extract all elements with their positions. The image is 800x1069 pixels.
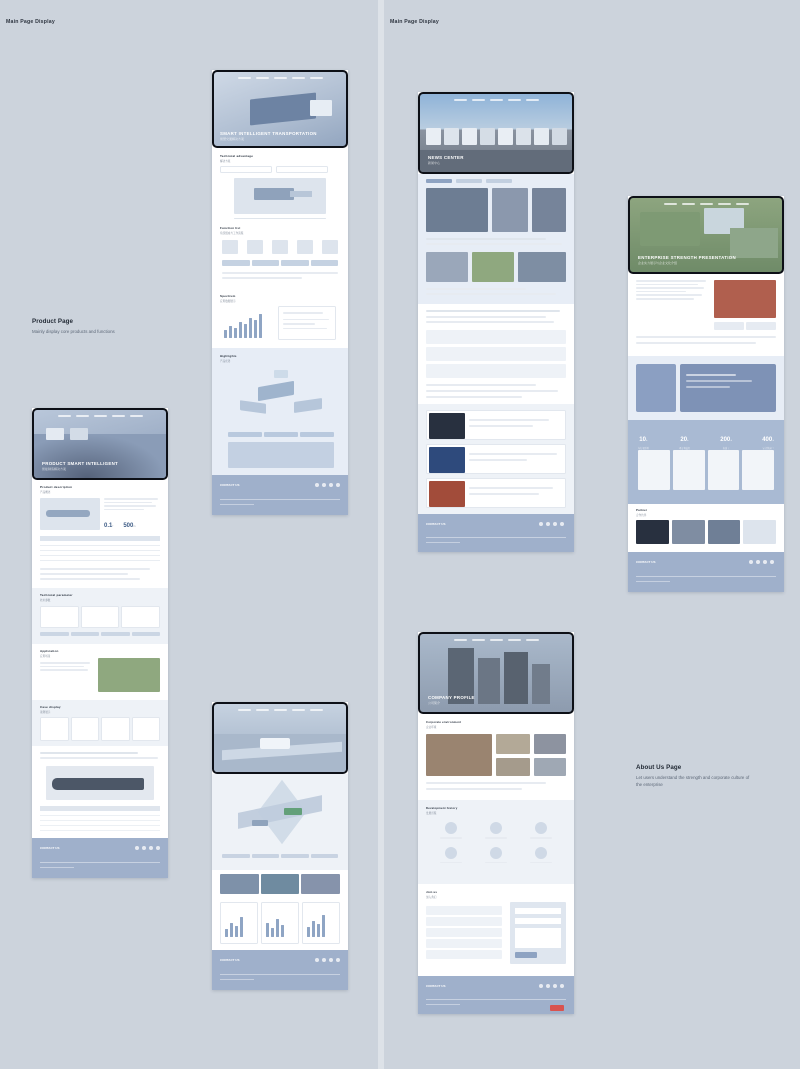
news-list-item[interactable] [426, 347, 566, 361]
section3-heading-en: Spectrum [220, 294, 236, 298]
prod-sec2-en: Technical parameter [40, 593, 73, 597]
case-card[interactable] [71, 717, 100, 741]
hero-news [418, 92, 574, 174]
hero-title: PRODUCT SMART INTELLIGENT [42, 460, 119, 466]
social-icons[interactable] [539, 522, 564, 526]
office-photo-4 [496, 758, 530, 776]
prod-sec2-zh: 技术参数 [40, 599, 51, 602]
stat-unit-1: ° [112, 525, 114, 528]
history-node [477, 822, 516, 839]
top-nav[interactable] [34, 413, 166, 418]
footer-logo: CONTACT US [220, 958, 240, 962]
join-heading-zh: 加入我们 [426, 896, 437, 899]
chart-card [220, 902, 258, 944]
footer-product [32, 838, 168, 878]
social-icons[interactable] [315, 483, 340, 487]
honor-side-card [636, 364, 676, 412]
stat-item [638, 428, 649, 450]
env-heading-zh: 企业环境 [426, 726, 437, 729]
chart-card [302, 902, 340, 944]
stat-unit: + [730, 438, 733, 442]
certificate-thumb[interactable] [742, 450, 774, 490]
prod-sec4-zh: 案例展示 [40, 711, 51, 714]
news-card[interactable] [426, 478, 566, 508]
stats-row [638, 428, 774, 450]
section3-heading-zh: 应用数据展示 [220, 300, 236, 303]
stat-value-2: 500 [123, 523, 134, 529]
env-heading-en: Corporate environment [426, 720, 462, 724]
certificate-thumb[interactable] [708, 450, 740, 490]
facility-photo [714, 280, 776, 318]
partner-photo [636, 520, 669, 544]
news-photo-5 [472, 252, 514, 282]
annotation-about-page [636, 764, 751, 788]
history-node [432, 822, 471, 839]
news-card[interactable] [426, 410, 566, 440]
section-scene-photos [212, 870, 348, 898]
hero-title: COMPANY PROFILE [428, 694, 475, 700]
stat-value: 10 [639, 437, 646, 443]
job-item[interactable] [426, 906, 502, 915]
honor-main-card [680, 364, 776, 412]
section-application [32, 644, 168, 700]
section-spectrum [212, 290, 348, 348]
partner-heading-en: Partner [636, 508, 648, 512]
tab-card-b[interactable] [276, 166, 328, 173]
mockup-traffic-page [212, 702, 348, 990]
isometric-road-scene [228, 782, 332, 848]
spec-table [40, 536, 160, 561]
dev-heading-en: Development history [426, 806, 458, 810]
hero-text [220, 131, 317, 142]
partner-heading-zh: 合作伙伴 [636, 514, 647, 517]
stat-item [679, 428, 690, 450]
history-node [521, 847, 560, 864]
application-photo [98, 658, 160, 692]
spec-table-2 [40, 806, 160, 831]
prod-sec4-en: Case display [40, 705, 61, 709]
param-card [121, 606, 160, 628]
stat-value: 400 [762, 437, 773, 443]
top-nav[interactable] [214, 707, 346, 712]
stat-unit: + [645, 438, 648, 442]
panel-label-right: Main Page Display [390, 19, 439, 25]
social-icons[interactable] [135, 846, 160, 850]
join-heading-en: Join us [426, 890, 438, 894]
stat-label: 家合作客户 [762, 448, 774, 450]
section-partner [628, 504, 784, 552]
news-photo-2 [492, 188, 528, 232]
case-card[interactable] [101, 717, 130, 741]
office-photo-main [426, 734, 492, 776]
section-case-display [32, 700, 168, 746]
prod-sec3-en: Application [40, 649, 59, 653]
history-node [521, 822, 560, 839]
section-heading-zh: 解决方案 [220, 160, 231, 163]
hero-aerial [628, 196, 784, 274]
top-nav[interactable] [214, 75, 346, 80]
section-company-news [418, 174, 574, 304]
partner-photo [672, 520, 705, 544]
stat-unit: + [687, 438, 689, 442]
mockup-news-page [418, 92, 574, 552]
section-scene-display [212, 774, 348, 870]
job-item[interactable] [426, 928, 502, 937]
section2-heading-zh: 系统组成与工作流程 [220, 232, 244, 235]
office-photo-2 [496, 734, 530, 754]
section4-heading-en: Highlights [220, 354, 237, 358]
chart-card [261, 902, 299, 944]
isometric-scene [228, 368, 334, 426]
stat-value: 20 [680, 437, 688, 443]
hero-text [428, 695, 475, 706]
office-photo-3 [534, 734, 566, 754]
job-item[interactable] [426, 917, 502, 926]
workflow-diagram [222, 240, 338, 254]
annotation-title: Product Page [32, 318, 74, 325]
section-corporate-environment [418, 714, 574, 800]
news-photo-6 [518, 252, 566, 282]
hero-subtitle: 公司简介 [428, 701, 441, 705]
scene-photo [220, 874, 259, 894]
footer-about-strength [628, 552, 784, 592]
news-list-item[interactable] [426, 330, 566, 344]
section-data-analysis [212, 898, 348, 950]
hero-title: SMART INTELLIGENT TRANSPORTATION [220, 130, 317, 136]
stat-value: 200 [720, 437, 731, 443]
panel-label-left: Main Page Display [6, 19, 55, 25]
param-card [81, 606, 120, 628]
news-list-item[interactable] [426, 364, 566, 378]
chart-legend-card [278, 306, 336, 340]
job-item[interactable] [426, 950, 502, 959]
hero-solution [212, 70, 348, 148]
annotation-body: Mainly display core products and functions [32, 329, 115, 334]
badge [550, 1005, 564, 1011]
section-development-history [418, 800, 574, 884]
hero-text [638, 255, 736, 266]
stat-unit: + [772, 438, 774, 442]
stat-item [762, 428, 774, 450]
stat-label: 名员工 [722, 448, 730, 450]
hero-subtitle: 新闻中心 [428, 161, 441, 165]
param-card [40, 606, 79, 628]
hero-text [428, 155, 464, 166]
social-icons[interactable] [749, 560, 774, 564]
hero-product [32, 408, 168, 480]
case-card[interactable] [40, 717, 69, 741]
partner-photo [708, 520, 741, 544]
prod-sec3-zh: 应用场景 [40, 655, 51, 658]
stat-value-1: 0.1 [104, 523, 113, 529]
news-photo-main [426, 188, 488, 232]
section-news-list [418, 304, 574, 404]
office-photo-5 [534, 758, 566, 776]
product-photo [40, 498, 100, 530]
prod-sec1-zh: 产品概述 [40, 491, 51, 494]
footer-about-company [418, 976, 574, 1014]
section-news-cards [418, 404, 574, 514]
mockup-solution-page [212, 70, 348, 515]
stat-unit-2: m [133, 525, 136, 528]
section-join-us [418, 884, 574, 976]
product-render [234, 178, 326, 214]
prod-sec1-en: Product description [40, 485, 73, 489]
social-icons[interactable] [315, 958, 340, 962]
footer-news [418, 514, 574, 552]
history-node [432, 847, 471, 864]
hero-title: NEWS CENTER [428, 154, 464, 160]
hero-subtitle: 企业实力展示与企业文化介绍 [638, 261, 678, 265]
stat-label: 项专利技术 [679, 448, 691, 450]
stat-label: 年行业经验 [638, 448, 649, 450]
hero-building [418, 632, 574, 714]
section-heading-en: Technical advantage [220, 154, 254, 158]
tab-card-a[interactable] [220, 166, 272, 173]
section2-heading-en: Function list [220, 226, 241, 230]
history-node [477, 847, 516, 864]
news-card[interactable] [426, 444, 566, 474]
news-tabs[interactable] [426, 179, 512, 183]
annotation-product-page [32, 318, 115, 336]
news-photo-4 [426, 252, 468, 282]
contact-form[interactable] [510, 902, 566, 964]
scene-photo [301, 874, 340, 894]
footer-logo: CONTACT US [40, 846, 60, 850]
section4-heading-zh: 产品优势 [220, 360, 231, 363]
footer-logo: CONTACT US [426, 522, 446, 526]
section-train-product [32, 746, 168, 838]
bar-chart [224, 310, 262, 338]
certificate-thumb[interactable] [638, 450, 670, 490]
footer-solution [212, 475, 348, 515]
hero-traffic [212, 702, 348, 774]
stat-item [720, 428, 732, 450]
case-card[interactable] [132, 717, 161, 741]
footer-logo: CONTACT US [220, 483, 240, 487]
section-technical-parameter [32, 588, 168, 644]
footer-logo: CONTACT US [636, 560, 656, 564]
top-nav[interactable] [420, 637, 572, 642]
job-item[interactable] [426, 939, 502, 948]
social-icons[interactable] [539, 984, 564, 988]
footer-logo: CONTACT US [426, 984, 446, 988]
isometric-floorplan [228, 442, 334, 468]
hero-subtitle: 智能制造解决方案 [42, 467, 67, 471]
section-honor [628, 356, 784, 420]
annotation-body: Let users understand the strength and corporate culture of the enterprise [636, 775, 750, 787]
scene-photo [261, 874, 300, 894]
train-render [46, 766, 154, 800]
section-product-description [32, 480, 168, 588]
section-company-profile [628, 274, 784, 356]
mockup-product-page [32, 408, 168, 878]
hero-title: ENTERPRISE STRENGTH PRESENTATION [638, 254, 736, 260]
hero-text [42, 461, 118, 472]
section-highlights [212, 348, 348, 475]
dev-heading-zh: 发展历程 [426, 812, 437, 815]
top-nav[interactable] [420, 97, 572, 102]
news-photo-3 [532, 188, 566, 232]
section-technical-advantage [212, 148, 348, 290]
footer-traffic [212, 950, 348, 990]
job-list[interactable] [426, 906, 502, 959]
section-stats-and-honors [628, 420, 784, 504]
partner-photo [743, 520, 776, 544]
top-nav[interactable] [630, 201, 782, 206]
annotation-title: About Us Page [636, 764, 682, 771]
hero-subtitle: 智慧交通解决方案 [220, 137, 245, 141]
mockup-about-company-page [418, 632, 574, 1014]
certificate-thumb[interactable] [673, 450, 705, 490]
mockup-about-strength-page [628, 196, 784, 592]
